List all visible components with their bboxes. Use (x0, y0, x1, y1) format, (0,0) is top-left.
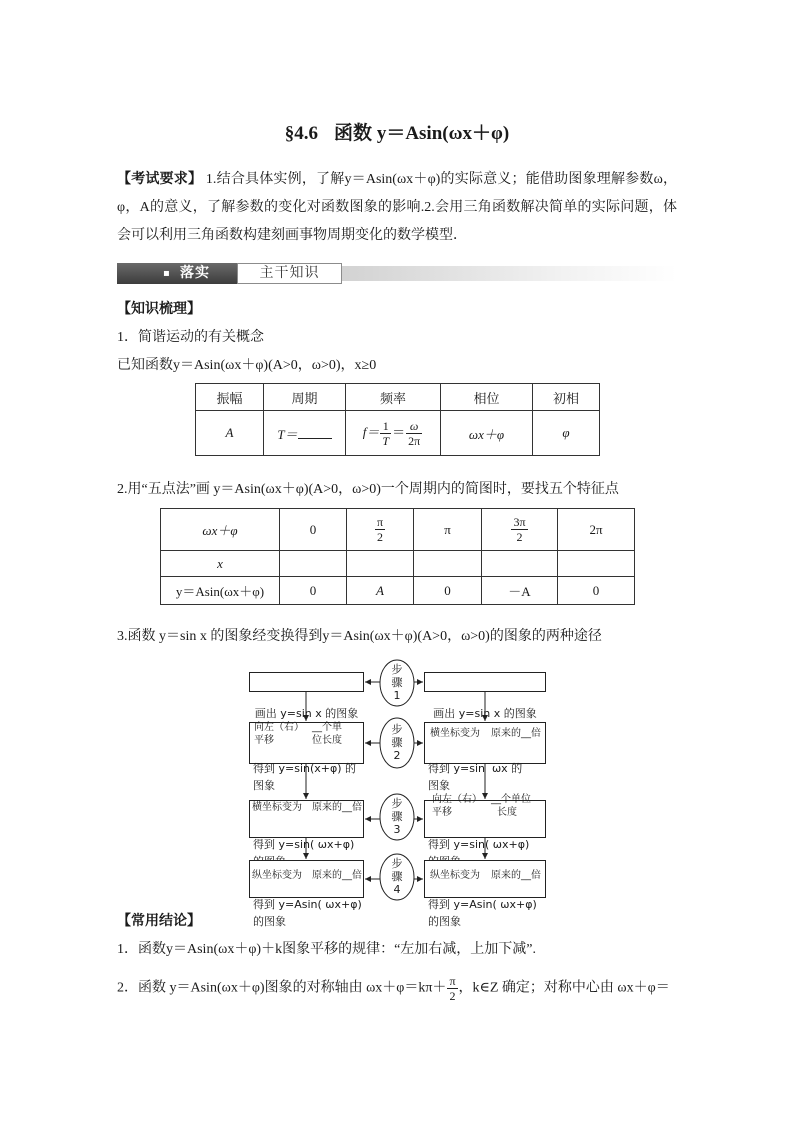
square-bullet-icon: ▪ (163, 268, 170, 279)
period-blank (298, 426, 332, 439)
x-cell-empty (280, 551, 347, 577)
phase-value: ωx＋φ (441, 411, 533, 456)
y-value: 0 (558, 577, 635, 605)
phase-value-3pi-over-2 (482, 509, 558, 551)
right-transition-1-amount (491, 701, 541, 766)
right-box-1 (424, 672, 546, 720)
right-transition-3-amount (491, 843, 541, 908)
phase-value-2pi: 2π (558, 509, 635, 551)
step-char: 步 (391, 857, 403, 870)
five-point-table (160, 508, 635, 605)
box-line: 图象 (253, 779, 275, 792)
step-char: 骤 (391, 676, 403, 689)
x-cell-empty (558, 551, 635, 577)
transition-line: 平移 (254, 735, 274, 746)
item1-given: 已知函数y＝Asin(ωx＋φ)(A>0，ω>0)，x≥0 (117, 358, 377, 373)
y-value: A (347, 577, 414, 605)
header-period: 周期 (264, 384, 346, 411)
transition-line: 长度 (497, 807, 517, 818)
header-phase: 相位 (441, 384, 533, 411)
box-line: 的图象 (253, 915, 286, 928)
phase-value-pi: π (414, 509, 482, 551)
frequency-prefix: f＝ (362, 423, 380, 439)
section-name: 函数 (334, 123, 373, 144)
left-box-1 (249, 672, 364, 720)
transition-line: 横坐标变为 (430, 728, 480, 739)
transition-line: 原来的__倍 (312, 870, 362, 881)
left-transition-1-operation (254, 695, 304, 773)
fraction-pi-over-2 (447, 974, 457, 1003)
period-cell (264, 411, 346, 456)
transition-line: 平移 (432, 807, 452, 818)
fraction-denominator: 2 (516, 530, 523, 544)
box-line: 的图象 (428, 915, 461, 928)
step-number: 1 (393, 689, 401, 702)
item1-title: 1．简谐运动的有关概念 (117, 330, 264, 345)
transition-line: 纵坐标变为 (252, 870, 302, 881)
fraction-omega-over-2pi (406, 419, 422, 448)
transition-line: 横坐标变为 (252, 802, 302, 813)
step-4-label (387, 857, 407, 896)
table-row-y (161, 577, 635, 605)
box-line: 画出 y=sin x 的图象 (433, 707, 537, 720)
box-line: 得到 y=Asin( ωx+φ) (253, 898, 362, 911)
fraction (375, 515, 385, 544)
frequency-cell (346, 411, 441, 456)
transition-line: __个单位 (491, 794, 531, 805)
phase-value-0: 0 (280, 509, 347, 551)
box-line: 得到 y=sin(x+φ) 的 (253, 762, 357, 775)
step-number: 4 (393, 883, 401, 896)
box-line: 得到 y=sin( ωx+φ) (428, 838, 530, 851)
table-row (196, 411, 600, 456)
x-cell-empty (347, 551, 414, 577)
fraction-denominator: 2 (449, 989, 456, 1003)
item3-title: 3.函数 y＝sin x 的图象经变换得到y＝Asin(ωx＋φ)(A>0，ω>0)的图象的两种途径 (117, 629, 602, 644)
right-transition-3-operation (430, 843, 480, 908)
step-char: 骤 (391, 810, 403, 823)
header-amplitude: 振幅 (196, 384, 264, 411)
table-row-x (161, 551, 635, 577)
transition-line: 纵坐标变为 (430, 870, 480, 881)
fraction (511, 515, 527, 544)
step-3-label (387, 797, 407, 836)
step-number: 3 (393, 823, 401, 836)
transformation-flowchart (240, 655, 560, 928)
transition-line: 位长度 (312, 735, 342, 746)
fraction-denominator: T (382, 433, 390, 448)
fraction-numerator: 3π (513, 515, 526, 529)
section-formula: y＝Asin(ωx＋φ) (376, 123, 510, 144)
left-transition-1-amount (312, 695, 342, 773)
y-value: －A (482, 577, 558, 605)
conclusion-1: 1．函数y＝Asin(ωx＋φ)＋k图象平移的规律：“左加右减，上加下减”. (117, 942, 536, 957)
y-label: y＝Asin(ωx＋φ) (161, 577, 280, 605)
fraction-one-over-t (380, 419, 391, 448)
transition-line: 向左（右） (254, 722, 304, 733)
box-line: 画出 y=sin x 的图象 (254, 707, 359, 720)
step-char: 步 (391, 663, 403, 676)
table-header-row (161, 509, 635, 551)
left-transition-2-operation (252, 775, 302, 840)
left-transition-3-amount (312, 843, 362, 908)
frequency-equals: ＝ (392, 423, 406, 439)
banner-title: 主干知识 (237, 263, 342, 284)
requirements-label: 【考试要求】 (117, 172, 203, 187)
left-transition-2-amount (312, 775, 362, 840)
step-char: 步 (391, 797, 403, 810)
header-frequency: 频率 (346, 384, 441, 411)
fraction-numerator: π (449, 974, 456, 988)
box-line: 得到 y=sin( ωx+φ) (253, 838, 355, 851)
transition-line: 原来的__倍 (312, 802, 362, 813)
amplitude-value: A (196, 411, 264, 456)
step-char: 骤 (391, 736, 403, 749)
step-char: 骤 (391, 870, 403, 883)
transition-line: __个单 (312, 722, 342, 733)
banner-dark-block (117, 263, 237, 284)
conclusion-2 (117, 974, 670, 1003)
step-char: 步 (391, 723, 403, 736)
exam-requirements (117, 166, 677, 250)
section-banner (117, 263, 677, 284)
item2-title: 2.用“五点法”画 y＝Asin(ωx＋φ)(A>0，ω>0)一个周期内的简图时，要找五个特征点 (117, 482, 619, 497)
transition-line: 原来的__倍 (491, 870, 541, 881)
box-line: 图象 (428, 779, 450, 792)
knowledge-heading: 【知识梳理】 (117, 302, 201, 317)
requirements-text: 1.结合具体实例，了解y＝Asin(ωx＋φ)的实际意义；能借助图象理解参数ω，φ，A的意义，了解参数的变化对函数图象的影响.2.会用三角函数解决简单的实际问题，体会可以利用三角函数构建刻画事物周期变化的数学模型． (117, 172, 677, 243)
phase-value-pi-over-2 (347, 509, 414, 551)
period-prefix: T＝ (277, 426, 298, 442)
fraction-denominator: 2π (408, 433, 421, 448)
fraction-numerator: 1 (380, 419, 391, 434)
right-transition-2-amount (491, 767, 531, 845)
conclusion-2-pre: 2．函数 y＝Asin(ωx＋φ)图象的对称轴由 ωx＋φ＝kπ＋ (117, 980, 447, 996)
header-initial-phase: 初相 (533, 384, 600, 411)
section-title (0, 121, 794, 147)
right-transition-2-operation (432, 767, 482, 845)
shm-concepts-table (195, 383, 600, 456)
x-cell-empty (482, 551, 558, 577)
section-number: §4.6 (284, 123, 319, 144)
fraction-numerator: ω (406, 419, 422, 434)
step-number: 2 (393, 749, 401, 762)
transition-line: 原来的__倍 (491, 728, 541, 739)
x-cell-empty (414, 551, 482, 577)
box-line: 得到 y=sin ωx 的 (428, 762, 523, 775)
banner-label: 落实 (180, 265, 210, 281)
y-value: 0 (280, 577, 347, 605)
fraction-numerator: π (376, 515, 384, 529)
conclusion-2-post: ，k∈Z 确定；对称中心由 ωx＋φ＝ (458, 980, 670, 996)
x-label: x (161, 551, 280, 577)
box-line: 得到 y=Asin( ωx+φ) (428, 898, 537, 911)
right-transition-1-operation (430, 701, 480, 766)
fraction-denominator: 2 (377, 530, 383, 544)
step-1-label (387, 663, 407, 702)
left-transition-3-operation (252, 843, 302, 908)
conclusions-heading: 【常用结论】 (117, 914, 201, 929)
transition-line: 向左（右） (432, 794, 482, 805)
y-value: 0 (414, 577, 482, 605)
initial-phase-value: φ (533, 411, 600, 456)
step-2-label (387, 723, 407, 762)
table-header-row (196, 384, 600, 411)
phase-label: ωx＋φ (161, 509, 280, 551)
